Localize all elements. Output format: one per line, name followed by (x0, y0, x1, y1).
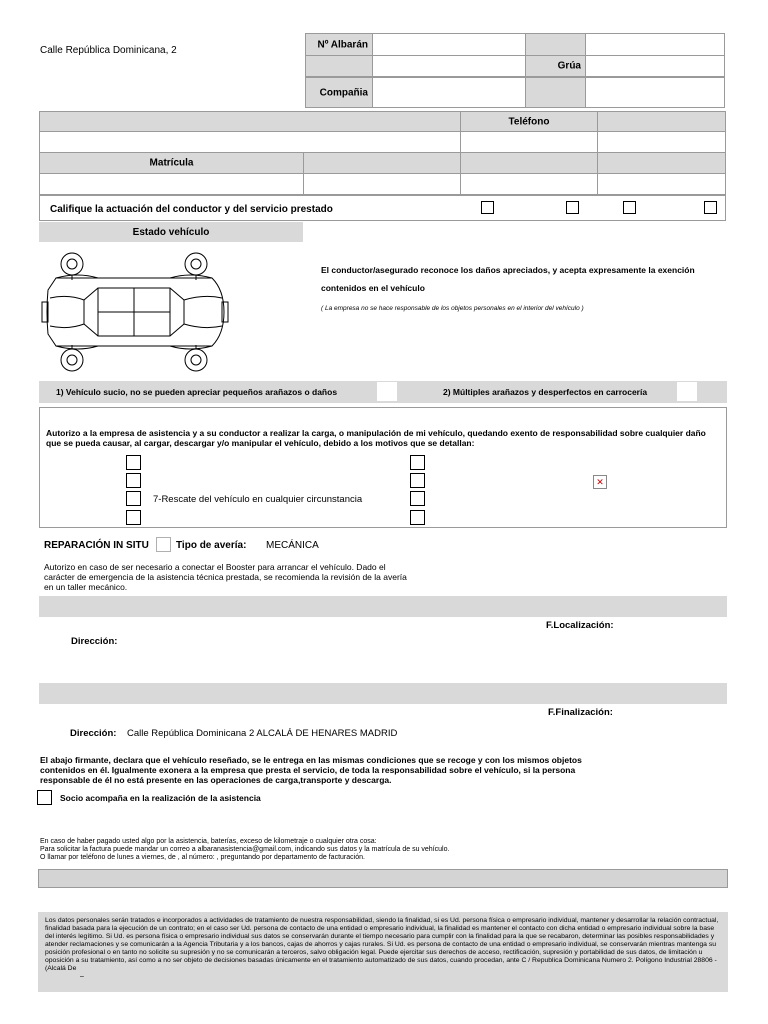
client-header-cell (39, 111, 461, 132)
rating-checkbox-1[interactable] (481, 201, 494, 214)
vehicle-col2-cell (303, 152, 461, 174)
f-finalizacion-label: F.Finalización: (548, 707, 613, 718)
direccion2-label: Dirección: (70, 728, 117, 739)
tipo-averia-value: MECÁNICA (266, 540, 319, 551)
socio-checkbox[interactable] (37, 790, 52, 805)
privacy-text: Los datos personales serán tratados e incorporados a actividades de tratamiento de nuestra responsabilidad, siendo la finalidad, si es Ud. persona física o empresario individual, mantener y desarrollar la relación contractual, finalidad basada para la ejecución de un contrato; en el caso ser Ud. persona de contacto de una entidad o empresario individual, la finalidad es mantener el contacto con dicha entidad o empresario individual sobre la base del interés legítimo. Si Ud. es persona física o empresario individual sus datos se conservarán durante el tiempo necesario para cumplir con la finalidad para la que se recabaron, determinar las posibles responsabilidades y atender reclamaciones y se comunicarán a la Agencia Tributaria y a los bancos, cajas de ahorros y cajas rurales. Si Ud. es persona de contacto de una entidad o empresario individual, se conservarán mientras mantenga su posición profesional o en tanto no solicite su supresión y no se comunicarán a terceros, salvo obligación legal. Puede ejercitar sus derechos de acceso, rectificación, supresión y portabilidad de sus datos, de limitación u oposición a su tratamiento, así como a no ser objeto de decisiones basadas únicamente en el tratamiento automatizado de sus datos, cuando procedan, ante C / Republica Dominicana Numero 2. Polígono Industrial 28806 - (Alcalá De (45, 917, 719, 972)
compania-label: Compañia (319, 87, 368, 98)
telefono-extra-cell (597, 111, 726, 132)
vehicle-col3-cell (460, 152, 598, 174)
reason-checkbox-4[interactable] (126, 510, 141, 525)
location-bar-2 (39, 683, 727, 704)
reason-checkbox-7[interactable] (410, 491, 425, 506)
vehicle-col4-cell (597, 152, 726, 174)
reason-checkbox-8[interactable] (410, 510, 425, 525)
authorization-text: Autorizo a la empresa de asistencia y a su conductor a realizar la carga, o manipulación de mi vehículo, quedando exento de responsabilidad sobre cualquier daño que se pueda causar, al cargar, descargar y/o manipular el vehículo, debido a los motivos que se detallan: (46, 428, 706, 448)
billing-line-3: O llamar por teléfono de lunes a viernes, de , al número: , preguntando por departamento de facturación. (40, 854, 365, 861)
option2-checkbox[interactable] (677, 382, 697, 401)
blank-label-cell (305, 55, 373, 77)
billing-line-2: Para solicitar la factura puede mandar un correo a albaranasistencia@gmail.com, indicando sus datos y la matrícula de su vehículo. (40, 846, 450, 853)
telefono-extra-field[interactable] (597, 131, 726, 153)
reason-checkbox-3[interactable] (126, 491, 141, 506)
direccion2-value: Calle República Dominicana 2 ALCALÁ DE HENARES MADRID (127, 728, 398, 739)
ack-text-1: El conductor/asegurado reconoce los daños apreciados, y acepta expresamente la exención (321, 265, 695, 275)
matricula-label-cell (39, 152, 304, 174)
tipo-averia-label: Tipo de avería: (176, 540, 247, 551)
grua-field-top[interactable] (585, 33, 725, 56)
billing-line-1: En caso de haber pagado usted algo por la asistencia, baterías, exceso de kilometraje o cualquier otra cosa: (40, 838, 377, 845)
rating-label: Califique la actuación del conductor y del servicio prestado (50, 204, 333, 215)
socio-label: Socio acompaña en la realización de la asistencia (60, 793, 261, 803)
albaran-label: Nº Albarán (317, 39, 368, 50)
reason-checkbox-6[interactable] (410, 473, 425, 488)
reason-checkbox-5[interactable] (410, 455, 425, 470)
compania-extra-cell (525, 77, 586, 108)
grua-label-cell (525, 55, 586, 77)
telefono-label-cell (460, 111, 598, 132)
rating-checkbox-3[interactable] (623, 201, 636, 214)
compania-extra-field[interactable] (585, 77, 725, 108)
option2-label: 2) Múltiples arañazos y desperfectos en carrocería (443, 387, 648, 397)
repair-label: REPARACIÓN IN SITU (44, 540, 149, 551)
telefono-field[interactable] (460, 131, 598, 153)
vehicle-col4-field[interactable] (597, 173, 726, 195)
estado-vehiculo-bar (39, 222, 303, 242)
rating-checkbox-2[interactable] (566, 201, 579, 214)
reason-7-label: 7-Rescate del vehículo en cualquier circunstancia (153, 494, 363, 505)
compania-field[interactable] (372, 77, 526, 108)
albaran-field[interactable] (372, 33, 526, 56)
estado-vehiculo-label: Estado vehículo (132, 227, 210, 238)
vehicle-col2-field[interactable] (303, 173, 461, 195)
privacy-tail: – (80, 973, 84, 980)
option1-label: 1) Vehículo sucio, no se pueden apreciar pequeños arañazos o daños (56, 387, 338, 397)
grua-field[interactable] (585, 55, 725, 77)
declaration-text: El abajo firmante, declara que el vehículo reseñado, se le entrega en las mismas condiciones que se recoge y con los mismos objetos contenidos en él. Igualmente exonera a la empresa que presta el servicio, de toda la responsabilidad sobre el vehículo, si la persona responsable de él no está presente en las operaciones de carga,transporte y descarga. (40, 755, 582, 785)
compania-label-cell (305, 77, 373, 108)
ack-text-2: contenidos en el vehículo (321, 283, 425, 293)
blank-field[interactable] (372, 55, 526, 77)
f-localizacion-label: F.Localización: (546, 620, 614, 631)
marked-checkbox[interactable] (593, 475, 607, 489)
marked-x-icon: ✕ (596, 477, 604, 487)
reason-checkbox-1[interactable] (126, 455, 141, 470)
telefono-label: Teléfono (508, 116, 550, 127)
direccion-label: Dirección: (71, 636, 118, 647)
reason-checkbox-2[interactable] (126, 473, 141, 488)
location-bar-1 (39, 596, 727, 617)
albaran-label-cell (305, 33, 373, 56)
matricula-field[interactable] (39, 173, 304, 195)
company-address: Calle República Dominicana, 2 (40, 45, 177, 56)
matricula-label: Matrícula (149, 157, 194, 169)
repair-checkbox[interactable] (156, 537, 171, 552)
grua-label-cell-top (525, 33, 586, 56)
grua-label: Grúa (557, 60, 581, 72)
authorization-box (39, 407, 727, 528)
booster-text: Autorizo en caso de ser necesario a conectar el Booster para arrancar el vehículo. Dado el carácter de emergencia de la asistencia técnica prestada, se recomienda la revisión de la avería en un taller mecánico. (44, 562, 407, 592)
car-damage-diagram (38, 250, 230, 374)
rating-checkbox-4[interactable] (704, 201, 717, 214)
option1-checkbox[interactable] (377, 382, 397, 401)
vehicle-col3-field[interactable] (460, 173, 598, 195)
ack-disclaimer: ( La empresa no se hace responsable de los objetos personales en el interior del vehículo ) (321, 305, 584, 312)
client-field[interactable] (39, 131, 461, 153)
billing-separator-bar (38, 869, 728, 888)
